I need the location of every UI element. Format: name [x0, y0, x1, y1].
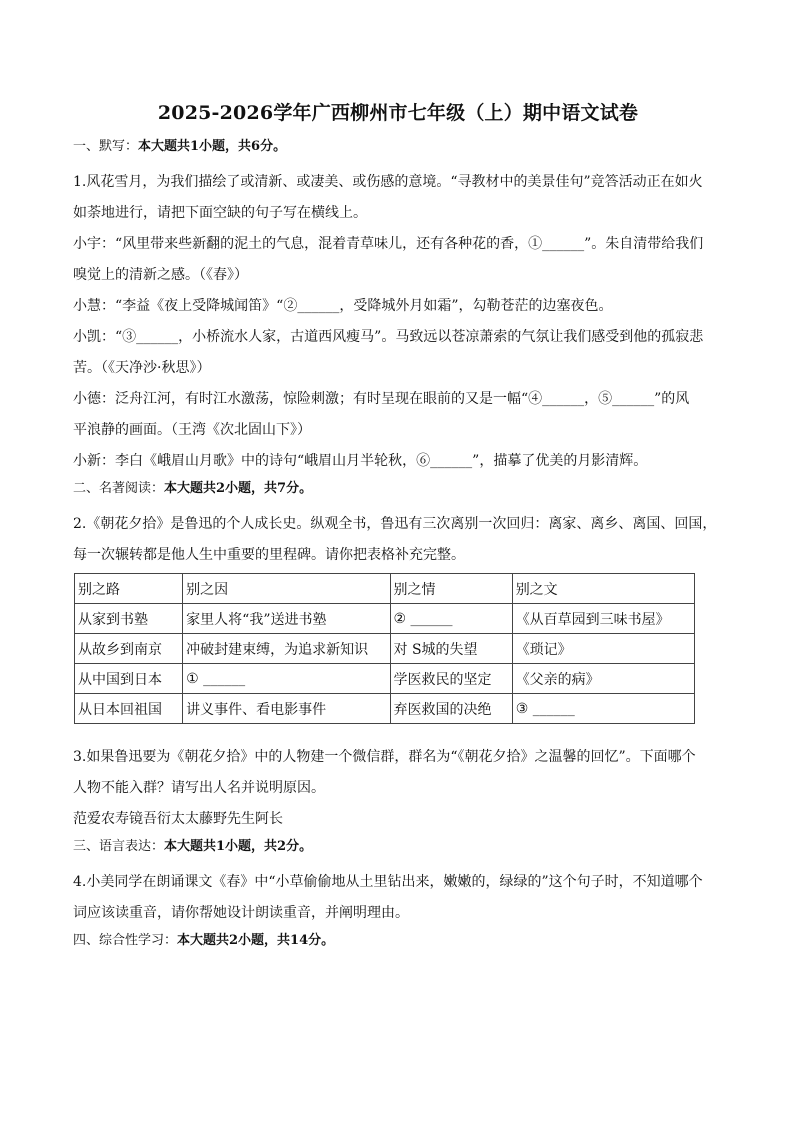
section-4-desc: 本大题共2小题，共14分。 [177, 933, 335, 948]
table-cell: 从日本回祖国 [75, 694, 183, 724]
table-cell: 《父亲的病》 [512, 664, 694, 694]
q1-intro-line1: 1.风花雪月，为我们描绘了或清新、或凄美、或伤感的意境。“寻教材中的美景佳句”竞答活动正在如火 [73, 174, 703, 190]
table-cell: ① ______ [183, 664, 390, 694]
table-cell: 《从百草园到三味书屋》 [512, 604, 694, 634]
table-row [75, 634, 695, 664]
section-3-header [73, 837, 723, 857]
q1-xiaode-line1: 小德：泛舟江河，有时江水激荡，惊险刺激；有时呈现在眼前的又是一幅“④______，⑤______”的风 [73, 391, 690, 407]
q1-xiaokai-line1: 小凯：“③______，小桥流水人家，古道西风瘦马”。马致远以苍凉萧索的气氛让我们感受到他的孤寂悲 [73, 329, 704, 345]
section-1-desc: 本大题共1小题，共6分。 [138, 139, 287, 154]
section-1-prefix: 一、默写： [73, 139, 139, 154]
exam-title: 2025-2026学年广西柳州市七年级（上）期中语文试卷 [157, 102, 639, 124]
q3-names: 范爱农寿镜吾衍太太藤野先生阿长 [73, 811, 283, 827]
table-header-cell: 别之因 [183, 574, 390, 604]
table-cell: 冲破封建束缚，为追求新知识 [183, 634, 390, 664]
q4-line2: 词应该读重音，请你帮她设计朗读重音，并阐明理由。 [73, 905, 409, 921]
table-cell: 《琐记》 [512, 634, 694, 664]
table-header-cell: 别之路 [75, 574, 183, 604]
q2-table [74, 573, 695, 724]
table-cell: 学医救民的坚定 [390, 664, 512, 694]
section-4-header [73, 931, 723, 951]
table-cell: ③ ______ [512, 694, 694, 724]
table-cell: 讲义事件、看电影事件 [183, 694, 390, 724]
table-cell: 从家到书塾 [75, 604, 183, 634]
q2-intro-line1: 2.《朝花夕拾》是鲁迅的个人成长史。纵观全书，鲁迅有三次离别一次回归：离家、离乡、离国、回国， [73, 516, 717, 532]
section-2-desc: 本大题共2小题，共7分。 [164, 481, 313, 496]
table-row [75, 604, 695, 634]
table-cell: 家里人将“我”送进书塾 [183, 604, 390, 634]
exam-page [73, 98, 723, 961]
q4-line1: 4.小美同学在朗诵课文《春》中“小草偷偷地从土里钻出来，嫩嫩的，绿绿的”这个句子时，不知道哪个 [73, 874, 703, 890]
q1-xiaoxin: 小新：李白《峨眉山月歌》中的诗句“峨眉山月半轮秋，⑥______”，描摹了优美的月影清辉。 [73, 453, 648, 469]
q1-xiaohui: 小慧：“李益《夜上受降城闻笛》“②______，受降城外月如霜”，勾勒苍茫的边塞夜色。 [73, 298, 613, 314]
table-cell: 从故乡到南京 [75, 634, 183, 664]
table-cell: 从中国到日本 [75, 664, 183, 694]
section-2-header [73, 479, 723, 499]
q1-xiaode-line2: 平浪静的画面。（王湾《次北固山下》） [73, 422, 311, 438]
table-cell: ② ______ [390, 604, 512, 634]
q1-xiaokai-line2: 苦。（《天净沙·秋思》） [73, 360, 211, 376]
section-3-prefix: 三、语言表达： [73, 839, 165, 854]
table-header-cell: 别之文 [512, 574, 694, 604]
table-row [75, 664, 695, 694]
table-row [75, 694, 695, 724]
q3-line2: 人物不能入群？请写出人名并说明原因。 [73, 780, 325, 796]
q1-xiaoyu-line2: 嗅觉上的清新之感。（《春》） [73, 267, 248, 283]
section-2-prefix: 二、名著阅读： [73, 481, 165, 496]
section-4-prefix: 四、综合性学习： [73, 933, 178, 948]
q1-xiaoyu-line1: 小宇：“风里带来些新翻的泥土的气息，混着青草味儿，还有各种花的香，①______”。朱自清带给我们 [73, 236, 704, 252]
table-header-cell: 别之情 [390, 574, 512, 604]
table-cell: 弃医救国的决绝 [390, 694, 512, 724]
q1-intro-line2: 如荼地进行，请把下面空缺的句子写在横线上。 [73, 205, 367, 221]
table-cell: 对 S城的失望 [390, 634, 512, 664]
q2-intro-line2: 每一次辗转都是他人生中重要的里程碑。请你把表格补充完整。 [73, 547, 465, 563]
table-header-row [75, 574, 695, 604]
section-3-desc: 本大题共1小题，共2分。 [164, 839, 313, 854]
section-1-header [73, 137, 723, 157]
q3-line1: 3.如果鲁迅要为《朝花夕拾》中的人物建一个微信群，群名为“《朝花夕拾》之温馨的回忆”。下面哪个 [73, 749, 696, 765]
